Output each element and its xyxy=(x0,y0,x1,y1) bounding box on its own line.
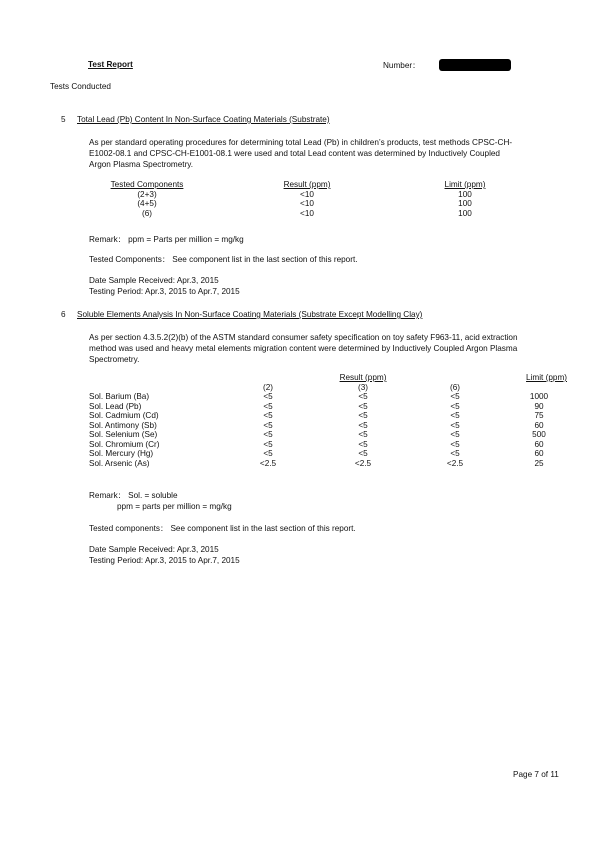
section5-number: 5 xyxy=(61,115,66,124)
sample-header: (6) xyxy=(449,382,460,392)
table-cell: <5 xyxy=(263,392,273,401)
table-cell: 75 xyxy=(534,411,544,420)
table-cell: 1000 xyxy=(529,392,549,401)
table-row xyxy=(105,190,505,200)
table-row xyxy=(89,449,567,459)
section5-tested-components: Tested Components： See component list in the last section of this report. xyxy=(89,255,358,264)
table-cell: Sol. Lead (Pb) xyxy=(89,401,142,411)
table-cell: 60 xyxy=(534,449,544,458)
table-subheader-row xyxy=(89,383,567,393)
table-cell: Sol. Antimony (Sb) xyxy=(89,420,157,430)
table-cell: Sol. Barium (Ba) xyxy=(89,392,150,401)
table-row xyxy=(89,430,567,440)
table-cell: <5 xyxy=(358,449,368,458)
section5-paragraph-line-3: Argon Plasma Spectrometry. xyxy=(89,160,194,169)
report-title: Test Report xyxy=(88,60,133,69)
section5-date-received: Date Sample Received: Apr.3, 2015 xyxy=(89,276,219,285)
table-cell: <10 xyxy=(300,208,314,218)
table-cell: <2.5 xyxy=(446,458,464,468)
table-cell: 60 xyxy=(534,439,544,449)
tests-conducted-heading: Tests Conducted xyxy=(50,82,111,91)
section6-tested-components: Tested components： See component list in the last section of this report. xyxy=(89,524,356,533)
number-label: Number： xyxy=(383,61,421,70)
section6-paragraph-line-2: method was used and heavy metal elements migration content were determined by Inductively Coupled Argon Plasma xyxy=(89,344,518,353)
section5-paragraph-line-2: E1002-08.1 and CPSC-CH-E1001-08.1 were used and total Lead content was determined by Inductively Coupled xyxy=(89,149,500,158)
section6-remark-line-2: ppm = parts per million = mg/kg xyxy=(117,502,232,511)
table-cell: <5 xyxy=(358,411,368,420)
section6-paragraph-line-1: As per section 4.3.5.2(2)(b) of the ASTM standard consumer safety specification on toy safety F963-11, acid extraction xyxy=(89,333,518,342)
column-header: Limit (ppm) xyxy=(444,180,486,189)
table-cell: <5 xyxy=(358,420,368,430)
table-row xyxy=(105,199,505,209)
page-number: Page 7 of 11 xyxy=(513,770,559,779)
table-cell: <5 xyxy=(263,411,273,420)
table-cell: <5 xyxy=(450,392,460,401)
table-cell: Sol. Mercury (Hg) xyxy=(89,449,154,458)
table-cell: <5 xyxy=(450,430,460,439)
table-cell: <5 xyxy=(358,392,368,401)
table-cell: <5 xyxy=(358,439,368,449)
table-cell: (4+5) xyxy=(137,199,157,208)
section6-testing-period: Testing Period: Apr.3, 2015 to Apr.7, 2015 xyxy=(89,556,240,565)
table-cell: <5 xyxy=(450,449,460,458)
section5-testing-period: Testing Period: Apr.3, 2015 to Apr.7, 2015 xyxy=(89,287,240,296)
table-cell: <5 xyxy=(263,401,273,411)
redacted-number xyxy=(439,59,511,71)
table-cell: Sol. Selenium (Se) xyxy=(89,430,158,439)
table-cell: <5 xyxy=(450,439,460,449)
section5-lead-table xyxy=(105,180,505,218)
table-header-row xyxy=(105,180,505,190)
section6-remark-line-1: Remark： Sol. = soluble xyxy=(89,491,178,500)
table-cell: <5 xyxy=(450,411,460,420)
section6-date-received: Date Sample Received: Apr.3, 2015 xyxy=(89,545,219,554)
table-cell: <5 xyxy=(263,430,273,439)
section6-number: 6 xyxy=(61,310,66,319)
table-row xyxy=(89,402,567,412)
sample-header: (2) xyxy=(262,382,273,392)
section5-title: Total Lead (Pb) Content In Non-Surface Coating Materials (Substrate) xyxy=(77,115,330,124)
table-row xyxy=(89,440,567,450)
table-header-row xyxy=(89,373,567,383)
table-row xyxy=(105,209,505,219)
table-cell: <5 xyxy=(263,439,273,449)
table-row xyxy=(89,411,567,421)
table-cell: <5 xyxy=(450,401,460,411)
table-row xyxy=(89,421,567,431)
table-cell: 500 xyxy=(532,430,546,439)
table-cell: <10 xyxy=(300,189,314,199)
section5-paragraph-line-1: As per standard operating procedures for determining total Lead (Pb) in children’s products, test methods CPSC-CH- xyxy=(89,138,513,147)
table-cell: 100 xyxy=(458,189,472,199)
table-cell: 100 xyxy=(458,208,472,218)
table-cell: <5 xyxy=(358,430,368,439)
table-cell: 60 xyxy=(534,420,544,430)
table-cell: <2.5 xyxy=(354,458,372,468)
sample-header: (3) xyxy=(357,382,368,392)
column-header: Tested Components xyxy=(110,180,184,189)
table-cell: Sol. Chromium (Cr) xyxy=(89,439,160,449)
column-header: Result (ppm) xyxy=(283,180,331,189)
result-header: Result (ppm) xyxy=(339,373,387,382)
table-cell: (6) xyxy=(141,208,152,218)
table-cell: <5 xyxy=(263,449,273,458)
section6-title: Soluble Elements Analysis In Non-Surface Coating Materials (Substrate Except Modelling Clay) xyxy=(77,310,423,319)
table-cell: <5 xyxy=(263,420,273,430)
table-row xyxy=(89,459,567,469)
section5-remark: Remark： ppm = Parts per million = mg/kg xyxy=(89,235,244,244)
table-cell: (2+3) xyxy=(137,189,157,199)
table-row xyxy=(89,392,567,402)
section6-paragraph-line-3: Spectrometry. xyxy=(89,355,140,364)
limit-header: Limit (ppm) xyxy=(526,373,567,382)
table-cell: <5 xyxy=(358,401,368,411)
table-cell: Sol. Cadmium (Cd) xyxy=(89,411,159,420)
table-cell: <10 xyxy=(300,199,314,208)
table-cell: Sol. Arsenic (As) xyxy=(89,458,150,468)
table-cell: 25 xyxy=(534,458,544,468)
table-cell: 90 xyxy=(534,401,544,411)
section6-soluble-elements-table xyxy=(89,373,567,468)
table-cell: <5 xyxy=(450,420,460,430)
table-cell: 100 xyxy=(458,199,472,208)
table-cell: <2.5 xyxy=(259,458,277,468)
